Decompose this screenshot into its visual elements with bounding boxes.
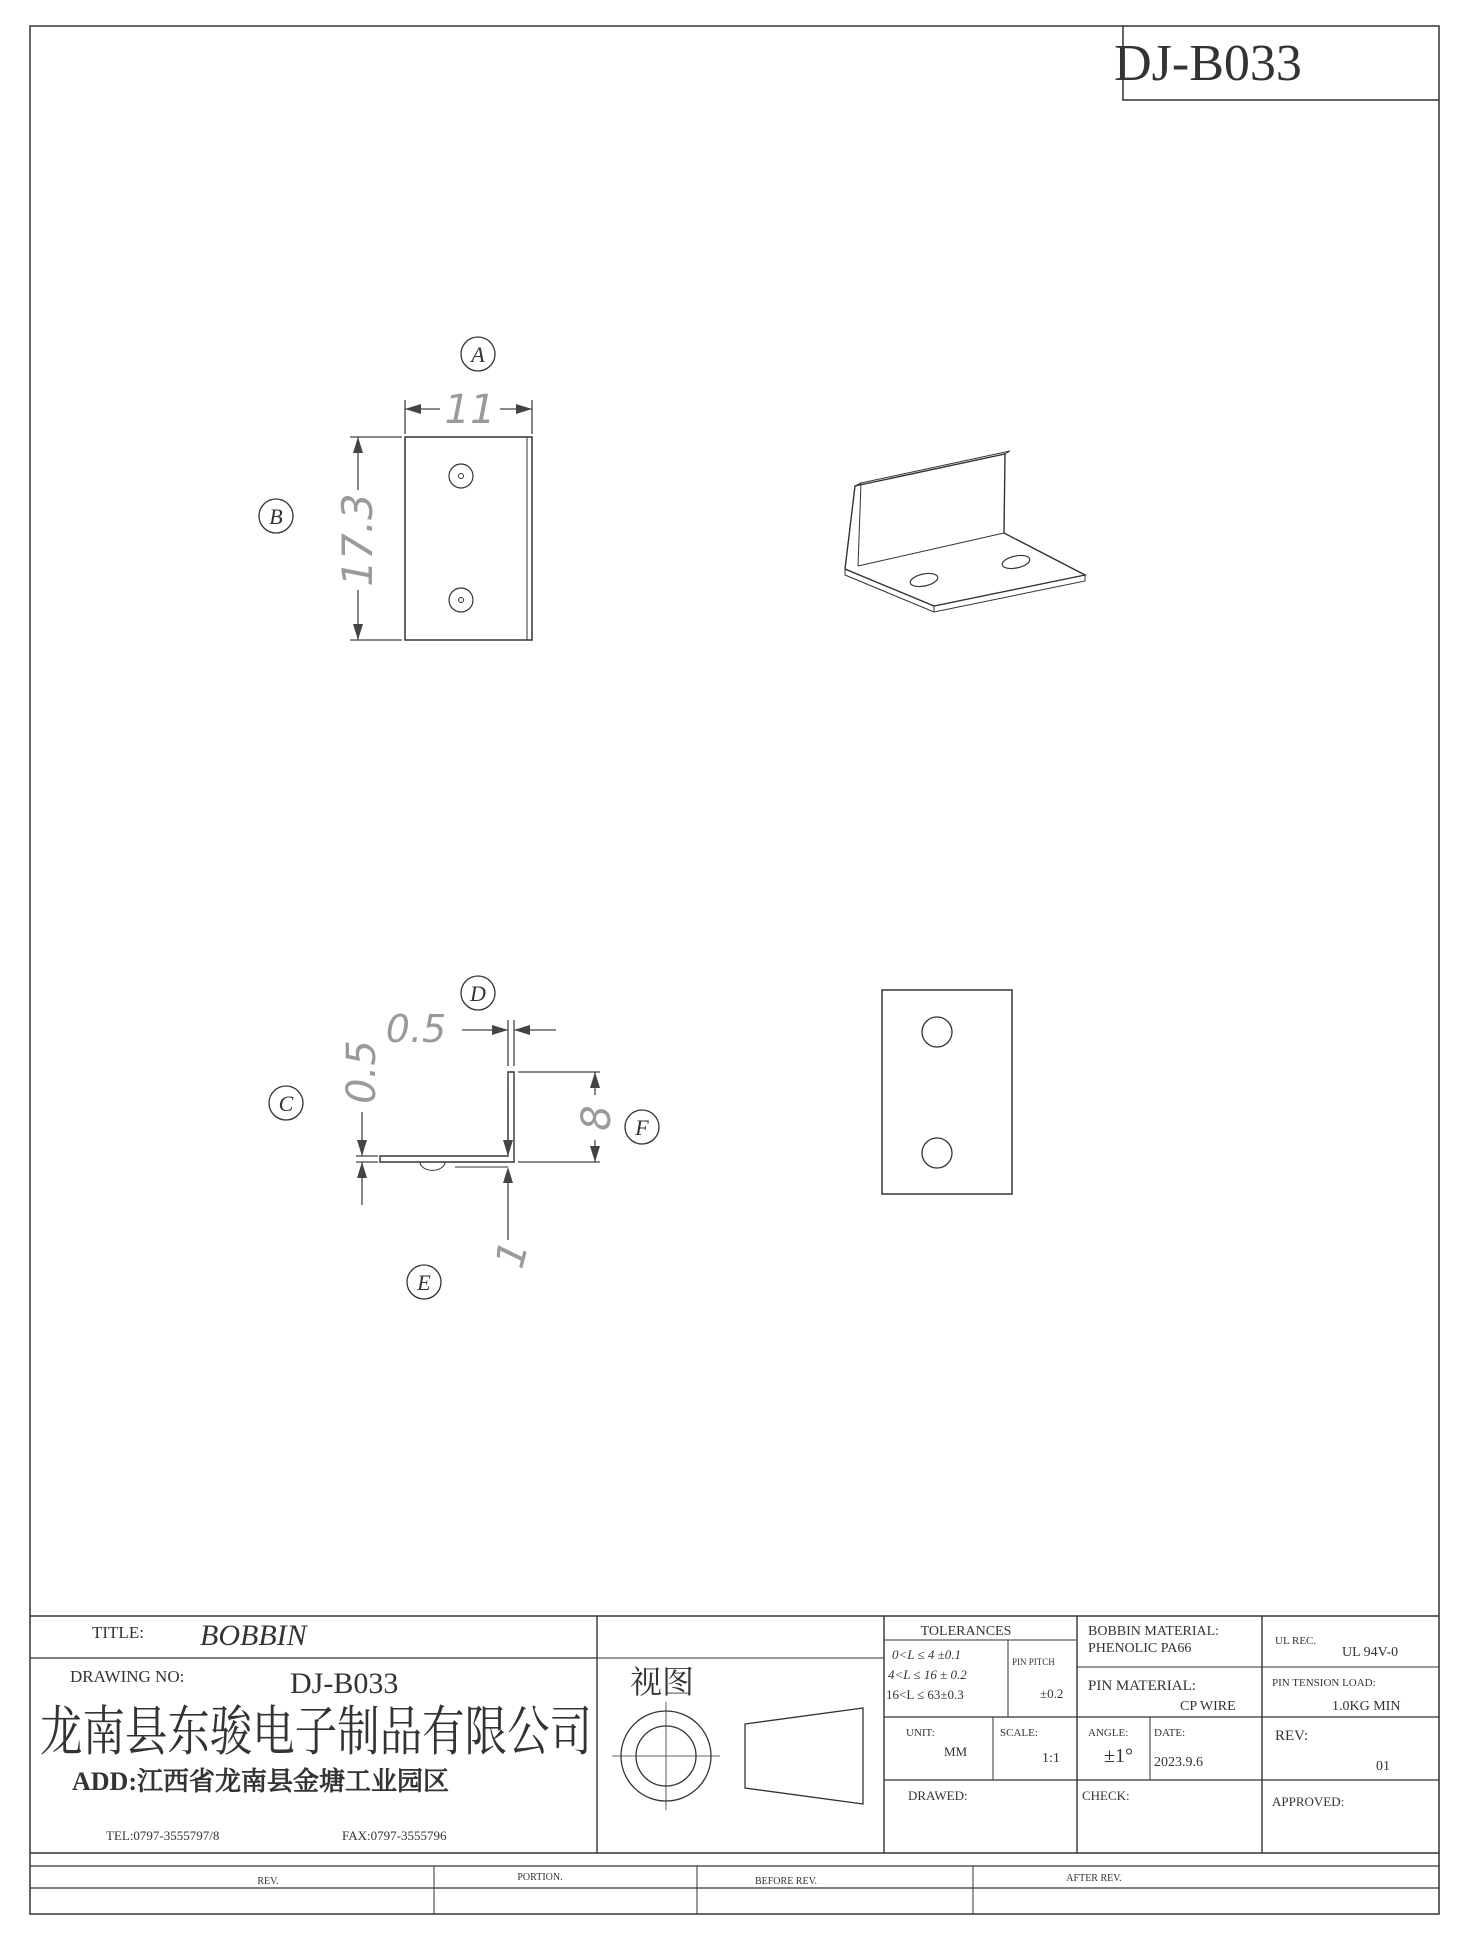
dim-gap: [487, 1090, 538, 1273]
dim-height: [333, 437, 402, 640]
drawing-code: DJ-B033: [1114, 35, 1302, 92]
dim-width-text: 11: [444, 387, 496, 433]
dim-width: [405, 387, 532, 434]
hole-bottom: [449, 588, 473, 612]
svg-text:F: F: [635, 1115, 649, 1140]
bobbin-material-value: PHENOLIC PA66: [1088, 1641, 1192, 1656]
title-block: [30, 1616, 1439, 1914]
svg-text:A: A: [471, 342, 485, 367]
pin-material-label: PIN MATERIAL:: [1088, 1678, 1196, 1694]
rev-col-after: AFTER REV.: [1066, 1873, 1122, 1884]
title-value: BOBBIN: [200, 1619, 307, 1652]
pin-pitch-label: PIN PITCH: [1012, 1657, 1055, 1667]
ul-rec-value: UL 94V-0: [1342, 1645, 1399, 1660]
rev-col-before: BEFORE REV.: [754, 1876, 818, 1887]
label-a: [461, 337, 495, 371]
isometric-view: [845, 451, 1085, 612]
company-fax: FAX:0797-3555796: [342, 1828, 447, 1843]
projection-symbol: [612, 1702, 863, 1810]
rev-col-portion: PORTION.: [517, 1872, 563, 1883]
rev-value: 01: [1376, 1759, 1390, 1774]
svg-text:E: E: [417, 1270, 431, 1295]
dim-flange: [518, 1072, 620, 1162]
view-label: 视图: [630, 1664, 695, 1700]
svg-text:B: B: [269, 504, 283, 529]
pin-pitch-value: ±0.2: [1040, 1686, 1064, 1701]
tol-row-2: 4<L ≤ 16 ± 0.2: [888, 1667, 967, 1682]
pin-tension-value: 1.0KG MIN: [1332, 1699, 1401, 1714]
dim-thickness-h-text: 0.5: [385, 1007, 447, 1051]
bobbin-material-label: BOBBIN MATERIAL:: [1088, 1624, 1220, 1639]
drawing-no-value: DJ-B033: [290, 1667, 399, 1700]
svg-text:D: D: [470, 981, 486, 1006]
scale-value: 1:1: [1042, 1751, 1060, 1766]
dim-height-text: 17.3: [333, 493, 382, 587]
dim-flange-text: 8: [574, 1105, 620, 1131]
svg-text:C: C: [278, 1091, 294, 1116]
dim-thickness-h: [386, 1007, 556, 1066]
scale-label: SCALE:: [1000, 1727, 1038, 1739]
company-name: 龙南县东骏电子制品有限公司: [40, 1702, 592, 1762]
label-e: [407, 1265, 441, 1299]
pin-material-value: CP WIRE: [1180, 1699, 1236, 1714]
dim-thickness-v: [339, 1040, 385, 1205]
label-f: [625, 1110, 659, 1144]
pin-tension-label: PIN TENSION LOAD:: [1272, 1677, 1376, 1689]
company-address: ADD:江西省龙南县金塘工业园区: [72, 1767, 449, 1796]
ul-rec-label: UL REC.: [1275, 1635, 1317, 1647]
unit-label: UNIT:: [906, 1727, 935, 1739]
unit-value: MM: [944, 1744, 968, 1759]
front-view: [405, 437, 532, 640]
hole-top: [449, 464, 473, 488]
dim-thickness-v-text: 0.5: [339, 1040, 385, 1104]
label-b: [259, 499, 293, 533]
rev-col-rev: REV.: [257, 1876, 279, 1887]
check-label: CHECK:: [1082, 1788, 1130, 1803]
dim-gap-text: 1: [486, 1236, 538, 1273]
company-tel: TEL:0797-3555797/8: [106, 1828, 220, 1843]
rev-label: REV:: [1275, 1728, 1309, 1744]
approved-label: APPROVED:: [1272, 1794, 1345, 1809]
tol-row-3: 16<L ≤ 63±0.3: [886, 1687, 964, 1702]
drawed-label: DRAWED:: [908, 1788, 968, 1803]
tolerances-label: TOLERANCES: [920, 1624, 1012, 1639]
angle-value: ±1°: [1104, 1745, 1133, 1767]
date-value: 2023.9.6: [1154, 1755, 1203, 1770]
label-c: [269, 1086, 303, 1120]
tol-row-1: 0<L ≤ 4 ±0.1: [892, 1647, 962, 1662]
side-view: [380, 1072, 514, 1170]
bottom-view: [882, 990, 1012, 1194]
drawing-no-label: DRAWING NO:: [70, 1667, 185, 1686]
drawing-code-box: [1114, 26, 1439, 100]
title-label: TITLE:: [92, 1623, 144, 1642]
angle-label: ANGLE:: [1088, 1727, 1129, 1739]
date-label: DATE:: [1154, 1727, 1186, 1739]
label-d: [461, 976, 495, 1010]
